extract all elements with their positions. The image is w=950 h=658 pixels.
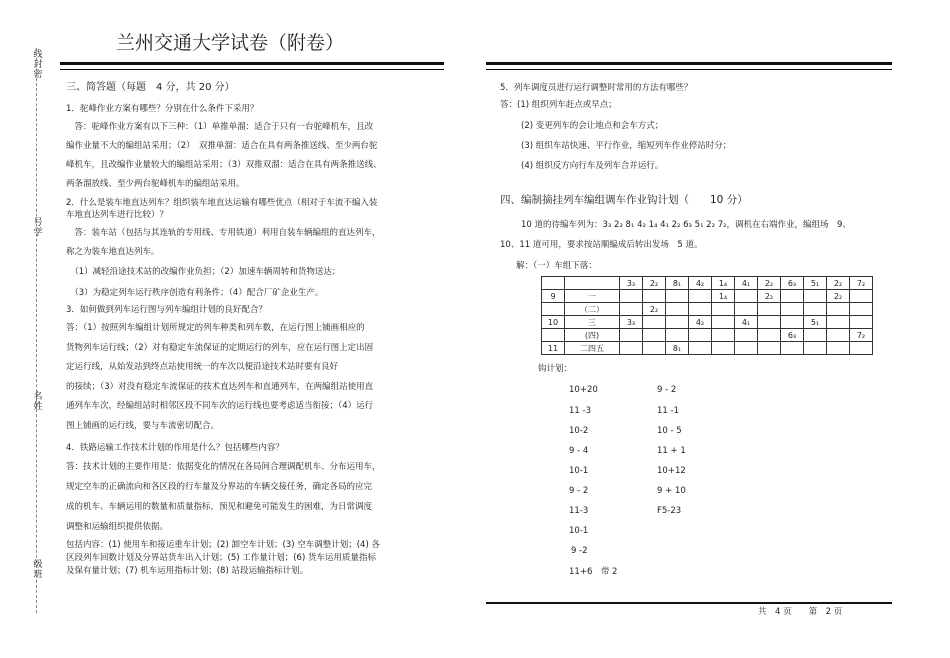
table-cell: （二） xyxy=(565,303,620,316)
table-cell: 2₂ xyxy=(758,277,781,290)
binding-line-label: 线封密 xyxy=(33,50,43,80)
table-cell: 2₂ xyxy=(643,277,666,290)
hook-plan-label: 钩计划： xyxy=(538,364,573,374)
left-line: （3）为稳定列车运行秩序创造有利条件；（4）配合厂矿企业生产。 xyxy=(66,288,324,298)
table-cell: 10 xyxy=(542,316,565,329)
table-cell xyxy=(712,316,735,329)
table-cell xyxy=(643,316,666,329)
table-cell: 3₃ xyxy=(620,277,643,290)
left-line: 调整和运输组织提供依据。 xyxy=(66,522,169,532)
table-cell xyxy=(542,329,565,342)
hook-item: 11 -1 xyxy=(657,406,679,416)
table-cell: (四) xyxy=(565,329,620,342)
left-line: 两条溜放线、至少两台驼峰机车的编组站采用。 xyxy=(66,179,245,189)
table-cell xyxy=(758,342,781,355)
header-rule-right xyxy=(486,62,892,65)
table-cell xyxy=(643,342,666,355)
table-row xyxy=(542,303,873,316)
binding-dashed-line xyxy=(36,48,37,613)
table-cell xyxy=(643,329,666,342)
right-line: 5．列车调度员进行运行调整时常用的方法有哪些？ xyxy=(500,83,693,93)
table-cell: 8₁ xyxy=(666,277,689,290)
solution-label: 解：（一）车组下落： xyxy=(516,261,597,271)
table-cell xyxy=(666,303,689,316)
left-line: 峰机车，且改编作业量较大的编组站采用；（3）双推双溜：适合在具有两条推送线、 xyxy=(66,160,382,170)
left-line: 4．铁路运输工作技术计划的作用是什么？包括哪些内容？ xyxy=(66,443,284,453)
left-line: 2．什么是装车地直达列车？组织装车地直达运输有哪些优点（相对于车流不编入装 xyxy=(66,198,378,208)
table-cell xyxy=(666,316,689,329)
hook-item: 9 - 2 xyxy=(657,385,677,395)
table-cell xyxy=(827,303,850,316)
table-cell xyxy=(735,342,758,355)
table-cell xyxy=(620,342,643,355)
left-line: 通列车车次，经编组站时相邻区段不同车次的运行线也要考虑适当衔接；（4）运行 xyxy=(66,401,374,411)
left-line: 区段列车回数计划及分界站货车出入计划；(5) 工作量计划；(6) 货车运用质量指标 xyxy=(66,553,376,563)
table-cell xyxy=(666,290,689,303)
table-cell xyxy=(689,329,712,342)
left-line: 1．驼峰作业方案有哪些？分别在什么条件下采用？ xyxy=(66,104,259,114)
hook-item: 10+12 xyxy=(657,466,686,476)
hook-item: 9 + 10 xyxy=(657,486,686,496)
section-four-title: 四、编制摘挂列车编组调车作业钩计划（ 10 分） xyxy=(500,194,748,206)
hook-item: 10-1 xyxy=(569,526,589,536)
left-line: 答：技术计划的主要作用是：依据变化的情况在各局间合理调配机车、分布运用车， xyxy=(66,462,381,472)
table-cell: 3₃ xyxy=(620,316,643,329)
table-cell: 5₁ xyxy=(804,316,827,329)
table-cell xyxy=(689,303,712,316)
hook-item: 11 -3 xyxy=(569,406,591,416)
table-row xyxy=(542,316,873,329)
hook-item: 9 - 4 xyxy=(569,446,589,456)
table-cell xyxy=(827,316,850,329)
table-cell: 4₁ xyxy=(735,277,758,290)
header-rule-left-thin xyxy=(60,69,444,70)
table-cell xyxy=(565,277,620,290)
table-cell xyxy=(781,316,804,329)
hook-item: 10-2 xyxy=(569,426,589,436)
table-cell: 6₃ xyxy=(781,277,804,290)
left-line: 成的机车、车辆运用的数量和质量指标，预见和避免可能发生的困难，为日常调度 xyxy=(66,502,373,512)
table-cell: 三 xyxy=(565,316,620,329)
task-line: 10、11 道可用，要求按站顺编成后转出发场 5 道。 xyxy=(500,240,703,250)
left-line: 答：装车站（包括与其连轨的专用线、专用铁道）利用自装车辆编组的直达列车， xyxy=(66,228,381,238)
left-line: 3．如何做到列车运行图与列车编组计划的良好配合？ xyxy=(66,305,267,315)
right-line: 答：(1) 组织列车赶点或早点； xyxy=(500,100,617,110)
hook-item: 10 - 5 xyxy=(657,426,682,436)
header-rule-right-thin xyxy=(486,69,892,70)
table-cell xyxy=(781,342,804,355)
table-cell: 1₄ xyxy=(712,277,735,290)
table-cell xyxy=(850,316,873,329)
left-line: 货物列车运行线；（2）对有稳定车流保证的定期运行的列车，应在运行图上定出固 xyxy=(66,343,374,353)
table-cell: 5₁ xyxy=(804,277,827,290)
left-line: 包括内容：(1) 使用车和接运重车计划；(2) 卸空车计划；(3) 空车调整计划；(4) 各 xyxy=(66,540,380,550)
table-row xyxy=(542,329,873,342)
car-group-table xyxy=(541,276,873,355)
table-cell xyxy=(804,290,827,303)
hook-item: 9 - 2 xyxy=(569,486,589,496)
table-row xyxy=(542,342,873,355)
table-cell xyxy=(735,303,758,316)
table-cell: 8₁ xyxy=(666,342,689,355)
table-cell xyxy=(781,290,804,303)
table-header-row xyxy=(542,277,873,290)
table-cell: 2₂ xyxy=(643,303,666,316)
table-cell xyxy=(804,342,827,355)
table-cell xyxy=(804,329,827,342)
table-cell: 4₂ xyxy=(689,316,712,329)
table-row xyxy=(542,290,873,303)
page-footer: 共 4 页 第 2 页 xyxy=(758,607,843,617)
table-cell xyxy=(735,290,758,303)
header-rule-left xyxy=(60,62,444,65)
left-line: 定运行线，从始发站到终点站使用统一的车次以便沿途技术站时要有良好 xyxy=(66,362,339,372)
left-line: 及保有量计划；(7) 机车运用指标计划；(8) 站段运输指标计划。 xyxy=(66,566,308,576)
table-cell xyxy=(542,303,565,316)
left-line: 称之为装车地直达列车。 xyxy=(66,247,160,257)
table-cell: 6₃ xyxy=(781,329,804,342)
section-three-title: 三、简答题（每题 4 分，共 20 分） xyxy=(66,82,235,93)
left-line: 答：（1）按照列车编组计划所规定的列车种类和列车数，在运行图上铺画相应的 xyxy=(66,323,365,333)
table-cell xyxy=(620,303,643,316)
table-cell xyxy=(850,342,873,355)
table-cell xyxy=(643,290,666,303)
right-line: (2) 变更列车的会让地点和会车方式； xyxy=(521,121,664,131)
table-cell xyxy=(712,329,735,342)
table-cell: 一 xyxy=(565,290,620,303)
hook-item: 10+20 xyxy=(569,385,598,395)
left-line: 的接续；（3）对没有稳定车流保证的技术直达列车和直通列车，在两编组站使用直 xyxy=(66,382,374,392)
hook-item: F5-23 xyxy=(657,506,682,516)
table-cell: 4₁ xyxy=(735,316,758,329)
left-line: （1）减轻沿途技术站的改编作业负担；（2）加速车辆周转和货物送达； xyxy=(66,267,341,277)
table-cell: 2₂ xyxy=(827,277,850,290)
table-cell xyxy=(804,303,827,316)
hook-item: 11-3 xyxy=(569,506,589,516)
table-cell xyxy=(850,303,873,316)
student-id-label: 号学 xyxy=(33,218,43,238)
table-cell: 1₄ xyxy=(712,290,735,303)
table-cell xyxy=(758,329,781,342)
table-cell: 2₂ xyxy=(758,290,781,303)
hook-item: 10-1 xyxy=(569,466,589,476)
task-line: 10 道的待编车列为：3₃ 2₂ 8₁ 4₂ 1₄ 4₁ 2₂ 6₃ 5₁ 2₂ 7₂，调机在右端作业，编组场 9、 xyxy=(521,220,851,230)
table-cell xyxy=(712,303,735,316)
table-cell xyxy=(758,316,781,329)
table-cell xyxy=(850,290,873,303)
left-line: 答：驼峰作业方案有以下三种：（1）单推单溜：适合于只有一台驼峰机车，且改 xyxy=(66,122,374,132)
right-line: (3) 组织车站快速、平行作业，缩短列车作业停站时分； xyxy=(521,141,732,151)
table-cell xyxy=(620,290,643,303)
table-cell xyxy=(827,329,850,342)
table-cell xyxy=(827,342,850,355)
table-cell: 二四五 xyxy=(565,342,620,355)
left-line: 规定空车的正确流向和各区段的行车量及分界站的车辆交接任务，确定各局的应完 xyxy=(66,482,373,492)
left-line: 车地直达列车进行比较）？ xyxy=(66,210,169,220)
hook-item: 11 + 1 xyxy=(657,446,686,456)
footer-rule xyxy=(486,602,892,604)
hook-item: 11+6 带 2 xyxy=(569,567,618,577)
table-cell xyxy=(735,329,758,342)
table-cell: 9 xyxy=(542,290,565,303)
table-cell: 7₂ xyxy=(850,329,873,342)
table-cell xyxy=(689,290,712,303)
table-cell: 11 xyxy=(542,342,565,355)
table-cell xyxy=(689,342,712,355)
table-cell: 7₂ xyxy=(850,277,873,290)
class-label: 级班 xyxy=(33,560,43,580)
page-title: 兰州交通大学试卷（附卷） xyxy=(116,32,345,54)
left-line: 编作业量不大的编组站采用；（2） 双推单溜：适合在具有两条推送线、至少两台驼 xyxy=(66,141,378,151)
right-line: (4) 组织反方向行车及列车合并运行。 xyxy=(521,161,664,171)
table-cell xyxy=(620,329,643,342)
table-cell xyxy=(781,303,804,316)
left-line: 图上铺画的运行线，要与车流密切配合。 xyxy=(66,421,220,431)
table-cell xyxy=(712,342,735,355)
table-cell xyxy=(542,277,565,290)
table-cell: 4₂ xyxy=(689,277,712,290)
hook-item: 9 -2 xyxy=(571,546,588,556)
table-cell: 2₂ xyxy=(827,290,850,303)
table-cell xyxy=(666,329,689,342)
table-cell xyxy=(758,303,781,316)
name-label: 名姓 xyxy=(33,392,43,412)
